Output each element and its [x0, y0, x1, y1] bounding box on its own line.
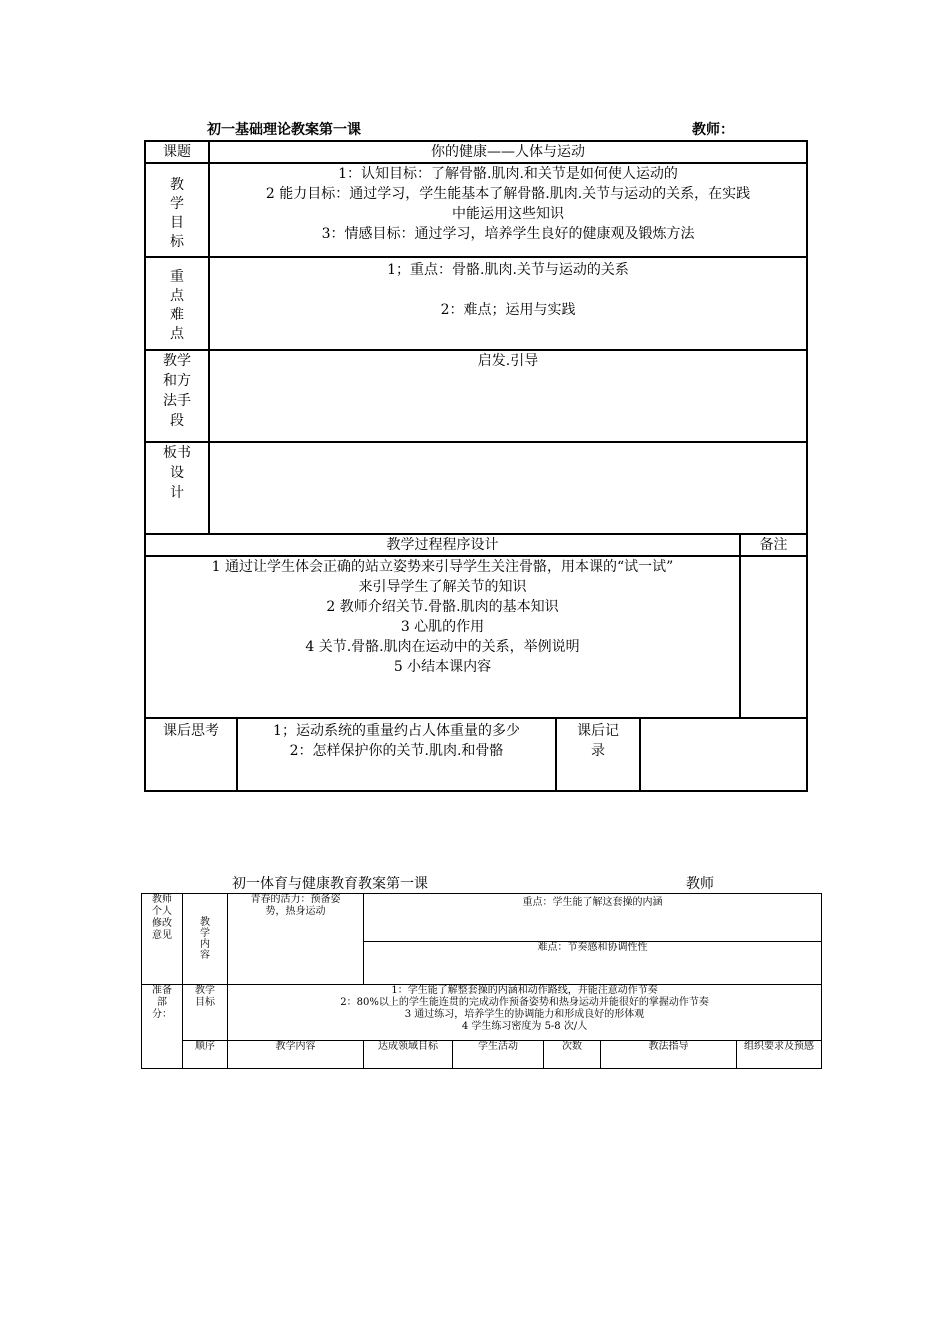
method-label-line: 和方: [163, 373, 191, 389]
board-label: [145, 442, 209, 534]
goal-label: [183, 985, 228, 1041]
keypoints-label-char: 难: [170, 307, 184, 323]
pe-goal-line: 1：学生能了解整套操的内涵和动作路线，并能注意动作节奏: [391, 985, 658, 996]
process-line: 1 通过让学生体会正确的站立姿势来引导学生关注骨骼，用本课的“试一试”: [211, 559, 674, 575]
column-header: 达成领域目标: [364, 1041, 453, 1069]
keypoints-label-char: 点: [170, 288, 184, 304]
board-label-line: 计: [170, 485, 184, 501]
opinion-label: [142, 894, 183, 985]
notes-cell: [740, 556, 807, 718]
notes-header: 备注: [740, 534, 807, 556]
goal-line: 中能运用这些知识: [452, 206, 565, 222]
method-label-line: 段: [170, 413, 184, 429]
process-line: 5 小结本课内容: [393, 659, 492, 675]
reflection-label-text: 课后思考: [163, 723, 219, 739]
pe-difficulty: [364, 942, 822, 985]
content-label: [183, 894, 228, 985]
keypoints-label-char: 重: [170, 269, 184, 285]
record-cell: [640, 718, 807, 791]
pe-goal-line: 2：80%以上的学生能连贯的完成动作预备姿势和热身运动并能很好的掌握动作节奏: [340, 997, 709, 1008]
teacher-label: 教师：: [692, 122, 734, 138]
prep-label-line: 分：: [152, 1009, 172, 1020]
goal-label-line: 教学: [195, 985, 215, 996]
reflection-line: 1；运动系统的重量约占人体重量的多少: [273, 723, 520, 739]
column-header: 学生活动: [453, 1041, 544, 1069]
pe-lesson-title: 初一体育与健康教育教案第一课: [232, 876, 428, 892]
goal-line: 1：认知目标：了解骨骼.肌肉.和关节是如何使人运动的: [338, 166, 678, 182]
method-label: [145, 350, 209, 442]
goal-line: 3：情感目标：通过学习，培养学生良好的健康观及锻炼方法: [321, 226, 695, 242]
difficulty-text: 2：难点；运用与实践: [440, 302, 576, 318]
goals-label-char: 学: [170, 196, 184, 212]
opinion-label-line: 修改: [152, 918, 172, 929]
pe-difficulty-text: 难点：节奏感和协调性性: [537, 942, 648, 953]
topic-label: 课题: [145, 141, 209, 163]
process-cell: [145, 556, 740, 718]
goals-label-char: 教: [170, 177, 184, 193]
board-design-cell: [209, 442, 807, 534]
pe-teacher-label: 教师: [686, 876, 714, 892]
record-label-line: 录: [591, 743, 605, 759]
method-value: 启发.引导: [209, 350, 807, 442]
process-header: 教学过程程序设计: [145, 534, 740, 556]
column-header: 次数: [544, 1041, 601, 1069]
keypoint-text: 1；重点：骨骼.肌肉.关节与运动的关系: [387, 262, 629, 278]
process-line: 3 心肌的作用: [400, 619, 485, 635]
content-value-line: 青春的活力：预备姿: [250, 894, 341, 905]
opinion-label-line: 个人: [152, 906, 172, 917]
content-label-char: 教: [200, 917, 210, 928]
keypoints-label-char: 点: [170, 326, 184, 342]
content-value-line: 势，热身运动: [265, 906, 326, 917]
keypoints-cell: [209, 257, 807, 350]
lesson-plan-table: [144, 140, 808, 792]
lesson-plan-title: 初一基础理论教案第一课: [207, 122, 361, 138]
pe-goal-line: 4 学生练习密度为 5-8 次/人: [461, 1021, 588, 1032]
method-label-line: 法手: [163, 393, 191, 409]
topic-value: 你的健康——人体与运动: [209, 141, 807, 163]
goals-cell: [209, 163, 807, 257]
reflection-label: [145, 718, 237, 791]
pe-keypoint-text: 重点：学生能了解这套操的内涵: [522, 897, 663, 908]
content-label-char: 容: [200, 950, 210, 961]
reflection-cell: [237, 718, 556, 791]
process-line: 来引导学生了解关节的知识: [358, 579, 527, 595]
goals-label-char: 目: [170, 215, 184, 231]
record-label: [556, 718, 640, 791]
prep-label: [142, 985, 183, 1069]
content-value: [228, 894, 364, 985]
pe-goal-line: 3 通过练习，培养学生的协调能力和形成良好的形体观: [404, 1009, 645, 1020]
goals-label: [145, 163, 209, 257]
prep-label-line: 准备: [152, 985, 172, 996]
pe-keypoint: [364, 894, 822, 942]
board-label-line: 设: [170, 465, 184, 481]
keypoints-label: [145, 257, 209, 350]
reflection-line: 2：怎样保护你的关节.肌肉.和骨骼: [289, 743, 504, 759]
process-line: 4 关节.骨骼.肌肉在运动中的关系，举例说明: [305, 639, 580, 655]
board-label-line: 板书: [163, 445, 191, 461]
column-header: 组织要求及预感: [737, 1041, 822, 1069]
opinion-label-line: 意见: [152, 930, 172, 941]
content-label-char: 学: [200, 928, 210, 939]
prep-label-line: 部: [157, 997, 167, 1008]
content-label-char: 内: [200, 939, 210, 950]
process-line: 2 教师介绍关节.骨骼.肌肉的基本知识: [326, 599, 559, 615]
pe-goals-cell: [228, 985, 822, 1041]
column-header: 教学内容: [228, 1041, 364, 1069]
pe-lesson-table: [141, 893, 822, 1069]
record-label-line: 课后记: [577, 723, 619, 739]
goal-line: 2 能力目标：通过学习，学生能基本了解骨骼.肌肉.关节与运动的关系，在实践: [265, 186, 751, 202]
goals-label-char: 标: [170, 234, 184, 250]
column-header: 教法指导: [601, 1041, 737, 1069]
column-header: 顺序: [183, 1041, 228, 1069]
opinion-label-line: 教师: [152, 894, 172, 905]
method-label-line: 教学: [163, 353, 191, 369]
goal-label-line: 目标: [195, 997, 215, 1008]
